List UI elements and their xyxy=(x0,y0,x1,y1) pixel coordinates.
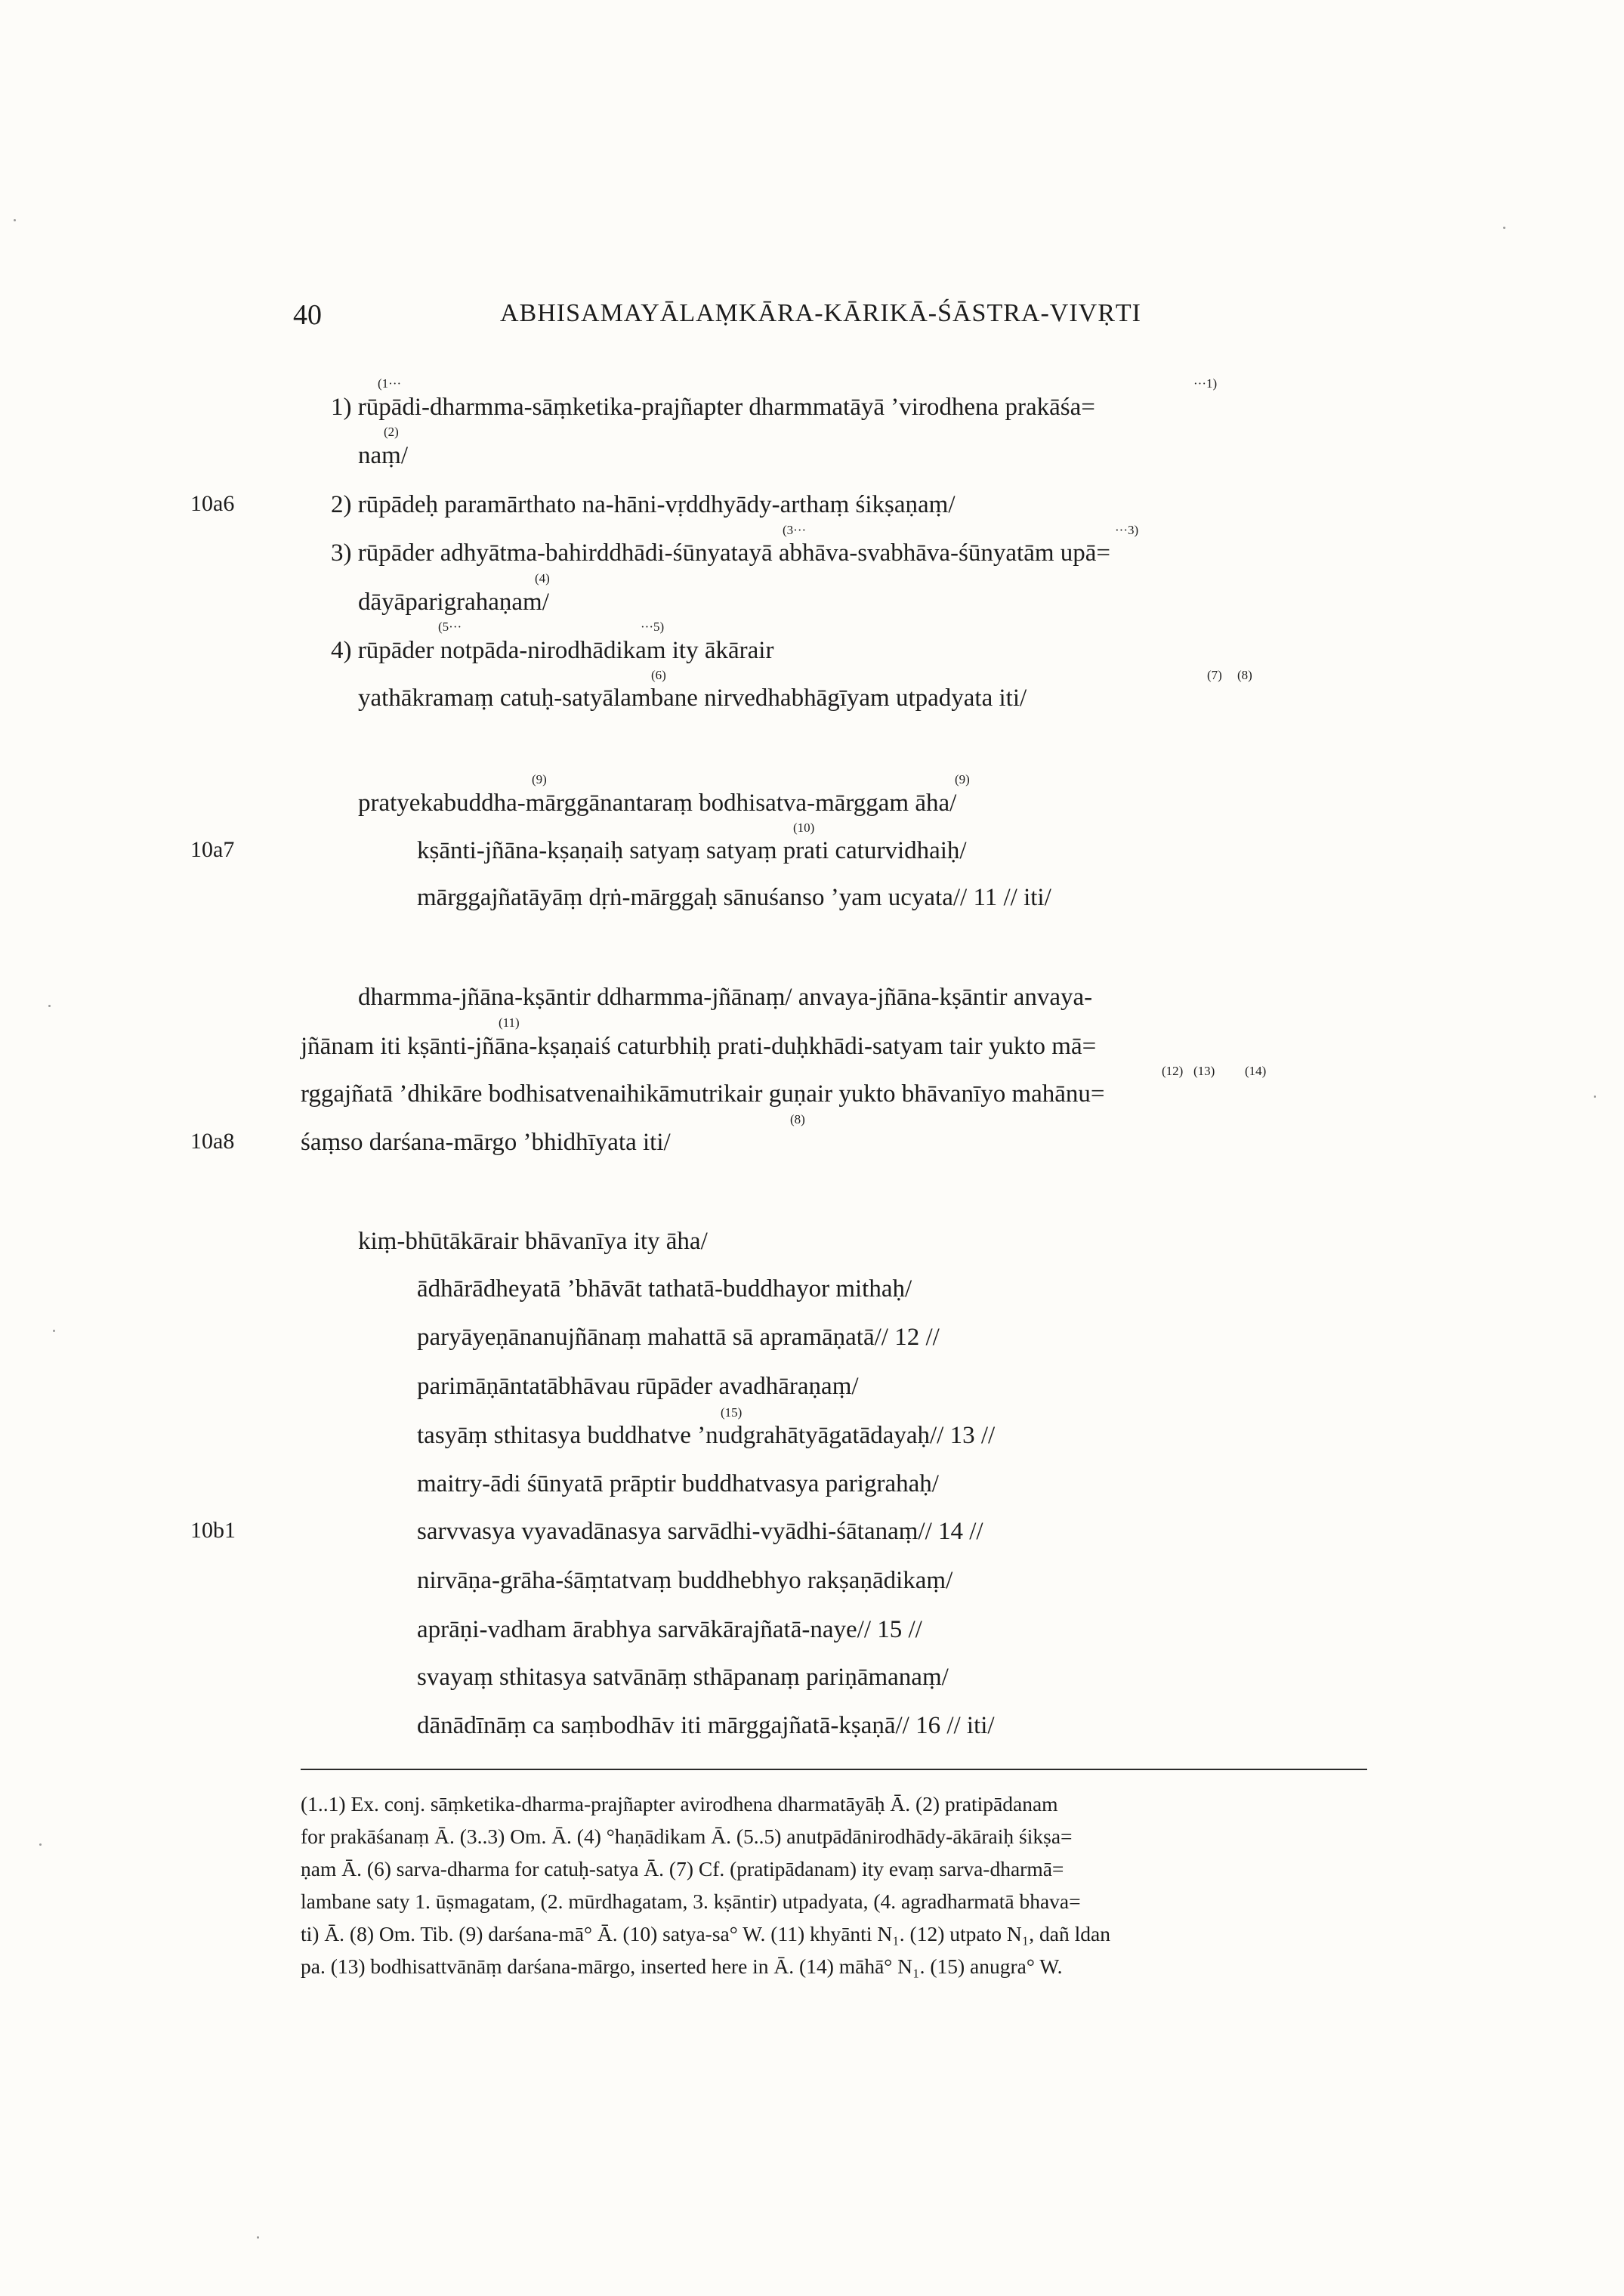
note-marker: (14) xyxy=(1245,1064,1267,1078)
verse-line: sarvvasya vyavadānasya sarvādhi-vyādhi-śātanaṃ// 14 // xyxy=(417,1518,983,1545)
margin-ref-10a6: 10a6 xyxy=(190,491,235,516)
text-line: 4) rūpāder notpāda-nirodhādikam ity ākārair xyxy=(331,637,774,664)
footnote-line: ti) Ā. (8) Om. Tib. (9) darśana-mā° Ā. (10) satya-sa° W. (11) khyānti N₁. (12) utpato N₁, dañ ldan xyxy=(301,1922,1110,1945)
footnote-line: lambane saty 1. ūṣmagatam, (2. mūrdhagatam, 3. kṣāntir) utpadyata, (4. agradharmatā bhava= xyxy=(301,1890,1081,1913)
verse-line: mārggajñatāyāṃ dṛṅ-mārggaḥ sānuśanso ’yam ucyata// 11 // iti/ xyxy=(417,884,1051,911)
note-marker: (4) xyxy=(535,571,550,586)
scan-speck xyxy=(48,1005,51,1007)
note-marker: ···1) xyxy=(1193,376,1218,391)
footnote-line: (1..1) Ex. conj. sāṃketika-dharma-prajñapter avirodhena dharmatāyāḥ Ā. (2) pratipādanam xyxy=(301,1792,1058,1815)
note-marker: (3··· xyxy=(783,523,807,537)
verse-line: paryāyeṇānanujñānaṃ mahattā sā apramāṇatā// 12 // xyxy=(417,1324,940,1351)
text-line: naṃ/ xyxy=(358,442,408,469)
verse-line: parimāṇāntatābhāvau rūpāder avadhāraṇaṃ/ xyxy=(417,1373,859,1400)
note-marker: (7) xyxy=(1207,668,1222,682)
note-marker: (1··· xyxy=(378,376,402,391)
note-marker: (12) xyxy=(1162,1064,1184,1078)
text-line: rggajñatā ’dhikāre bodhisatvenaihikāmutrikair guṇair yukto bhāvanīyo mahānu= xyxy=(301,1080,1105,1108)
text-line: 2) rūpādeḥ paramārthato na-hāni-vṛddhyādy-arthaṃ śikṣaṇaṃ/ xyxy=(331,491,956,518)
footnote-line: ṇam Ā. (6) sarva-dharma for catuḥ-satya Ā. (7) Cf. (pratipādanam) ity evaṃ sarva-dharmā= xyxy=(301,1857,1064,1880)
scan-speck xyxy=(1503,227,1505,229)
verse-line: aprāṇi-vadham ārabhya sarvākārajñatā-naye// 15 // xyxy=(417,1616,922,1643)
note-marker: (6) xyxy=(651,668,666,682)
verse-line: maitry-ādi śūnyatā prāptir buddhatvasya parigrahaḥ/ xyxy=(417,1470,939,1497)
note-marker: ···5) xyxy=(641,620,665,634)
note-marker: (13) xyxy=(1193,1064,1215,1078)
verse-line: dānādīnāṃ ca saṃbodhāv iti mārggajñatā-kṣaṇā// 16 // iti/ xyxy=(417,1712,995,1739)
verse-line: tasyāṃ sthitasya buddhatve ’nudgrahātyāgatādayaḥ// 13 // xyxy=(417,1422,996,1449)
note-marker: (9) xyxy=(532,772,547,786)
footnote-line: for prakāśanaṃ Ā. (3..3) Om. Ā. (4) °haṇādikam Ā. (5..5) anutpādānirodhādy-ākāraiḥ śikṣa= xyxy=(301,1825,1073,1848)
running-title: ABHISAMAYĀLAṂKĀRA-KĀRIKĀ-ŚĀSTRA-VIVṚTI xyxy=(500,299,1141,327)
footnote-rule xyxy=(301,1769,1367,1770)
verse-line: svayaṃ sthitasya satvānāṃ sthāpanaṃ pariṇāmanaṃ/ xyxy=(417,1664,949,1691)
text-line: 3) rūpāder adhyātma-bahirddhādi-śūnyatayā abhāva-svabhāva-śūnyatām upā= xyxy=(331,539,1111,567)
scan-speck xyxy=(257,2236,259,2239)
scan-speck xyxy=(1594,1095,1596,1098)
verse-line: kṣānti-jñāna-kṣaṇaiḥ satyaṃ satyaṃ prati caturvidhaiḥ/ xyxy=(417,837,967,864)
footnote-line: pa. (13) bodhisattvānāṃ darśana-mārgo, inserted here in Ā. (14) māhā° N₁. (15) anugra° W. xyxy=(301,1955,1063,1978)
note-marker: (8) xyxy=(1237,668,1252,682)
note-marker: (9) xyxy=(955,772,970,786)
text-line: kiṃ-bhūtākārair bhāvanīya ity āha/ xyxy=(358,1228,708,1255)
text-line: 1) rūpādi-dharmma-sāṃketika-prajñapter dharmmatāyā ’virodhena prakāśa= xyxy=(331,394,1095,421)
text-line: yathākramaṃ catuḥ-satyālambane nirvedhabhāgīyam utpadyata iti/ xyxy=(358,684,1027,712)
scan-speck xyxy=(14,219,16,221)
text-line: dāyāparigrahaṇam/ xyxy=(358,589,549,616)
note-marker: (15) xyxy=(721,1405,743,1420)
note-marker: (10) xyxy=(793,820,815,835)
note-marker: (8) xyxy=(790,1112,805,1126)
text-line: jñānam iti kṣānti-jñāna-kṣaṇaiś caturbhiḥ prati-duḥkhādi-satyam tair yukto mā= xyxy=(301,1033,1097,1060)
text-line: pratyekabuddha-mārggānantaraṃ bodhisatva-mārggam āha/ xyxy=(358,790,957,817)
margin-ref-10a7: 10a7 xyxy=(190,837,235,862)
margin-ref-10a8: 10a8 xyxy=(190,1129,235,1154)
note-marker: ···3) xyxy=(1115,523,1139,537)
page-number: 40 xyxy=(293,299,322,331)
verse-line: nirvāṇa-grāha-śāṃtatvaṃ buddhebhyo rakṣaṇādikaṃ/ xyxy=(417,1567,953,1594)
note-marker: (5··· xyxy=(438,620,462,634)
scan-speck xyxy=(39,1843,42,1846)
verse-line: ādhārādheyatā ’bhāvāt tathatā-buddhayor mithaḥ/ xyxy=(417,1275,912,1303)
note-marker: (2) xyxy=(384,425,399,439)
text-line: śaṃso darśana-mārgo ’bhidhīyata iti/ xyxy=(301,1129,671,1156)
scan-speck xyxy=(53,1330,55,1332)
note-marker: (11) xyxy=(499,1015,520,1030)
text-line: dharmma-jñāna-kṣāntir ddharmma-jñānaṃ/ anvaya-jñāna-kṣāntir anvaya- xyxy=(358,984,1093,1011)
margin-ref-10b1: 10b1 xyxy=(190,1518,236,1543)
